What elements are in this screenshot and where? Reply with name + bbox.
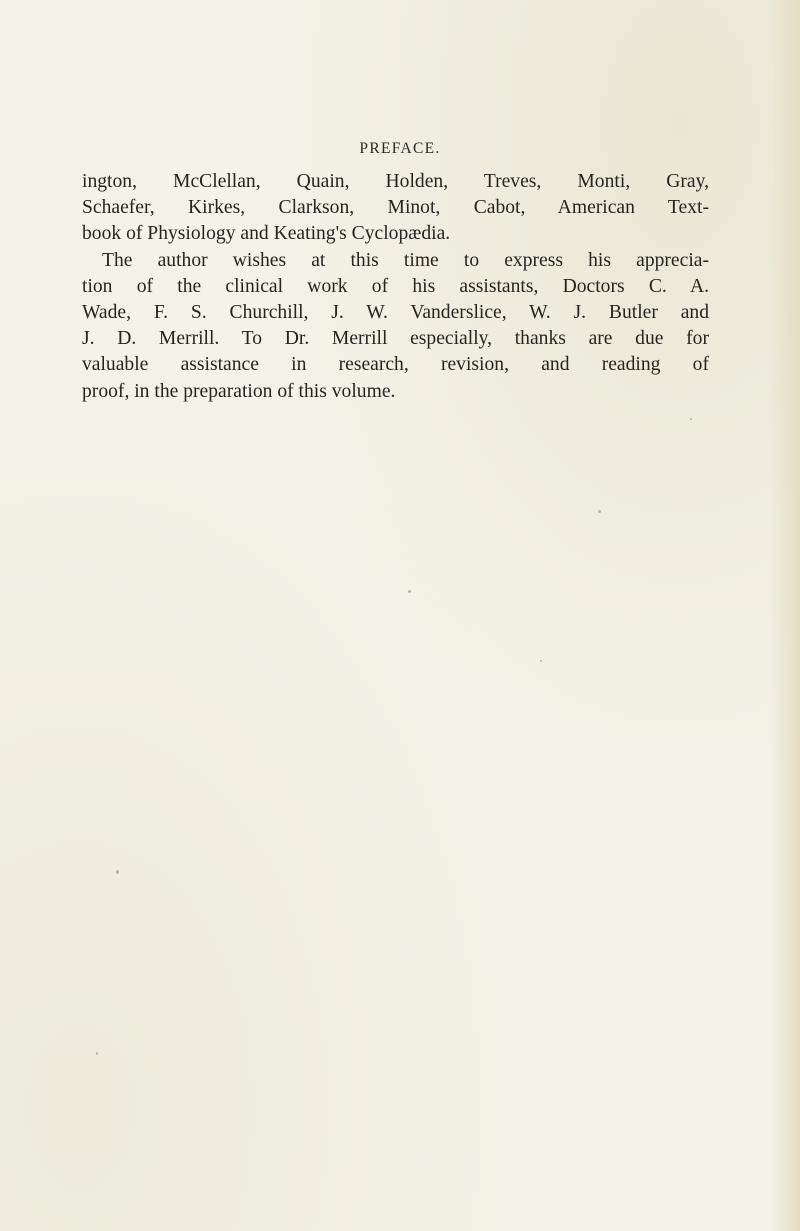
paper-speck <box>540 660 542 662</box>
text-line: tion of the clinical work of his assistants, Doctors C. A. <box>82 275 709 297</box>
text-line: valuable assistance in research, revision, and reading of <box>82 354 709 376</box>
text-line: proof, in the preparation of this volume. <box>82 380 396 402</box>
text-line: Wade, F. S. Churchill, J. W. Vanderslice, W. J. Butler and <box>82 302 709 324</box>
text-line: Schaefer, Kirkes, Clarkson, Minot, Cabot, American Text- <box>82 197 709 219</box>
paragraph-2 <box>82 248 709 405</box>
text-line: J. D. Merrill. To Dr. Merrill especially, thanks are due for <box>82 328 709 350</box>
text-line: The author wishes at this time to express his apprecia- <box>102 249 709 271</box>
paper-speck <box>598 510 601 513</box>
body-text <box>82 169 709 405</box>
paper-speck <box>690 418 692 420</box>
running-head: PREFACE. <box>359 140 441 157</box>
paragraph-1 <box>82 169 709 248</box>
paper-speck <box>116 870 119 874</box>
text-line: book of Physiology and Keating's Cyclopædia. <box>82 223 451 245</box>
paper-speck <box>96 1052 98 1055</box>
paper-speck <box>408 590 411 593</box>
text-line: ington, McClellan, Quain, Holden, Treves, Monti, Gray, <box>82 171 709 192</box>
